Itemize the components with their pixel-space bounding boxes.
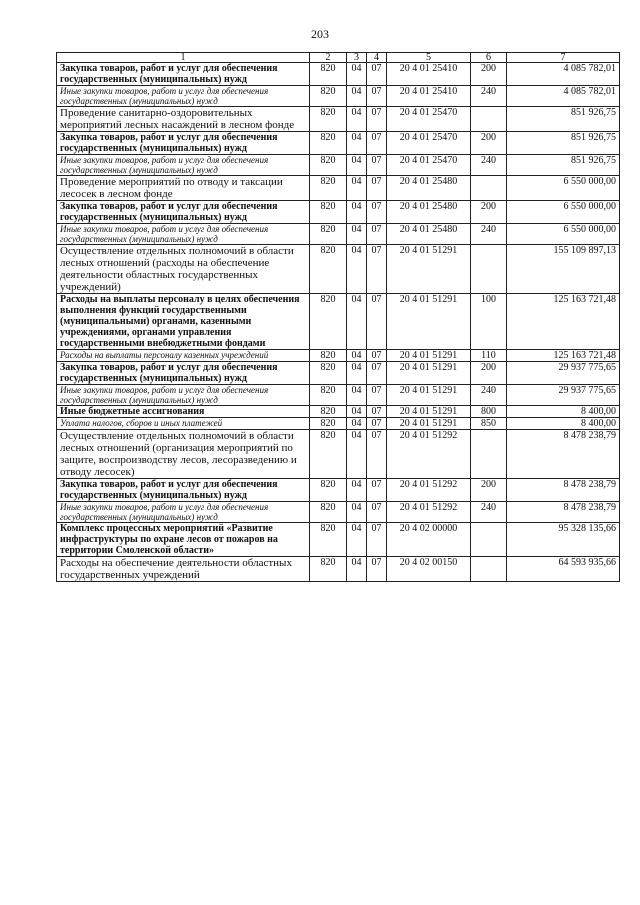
amount-cell: 8 400,00	[507, 418, 620, 430]
section-code-cell: 04	[347, 86, 367, 107]
row-description-cell: Проведение санитарно-оздоровительных мероприятий лесных насаждений в лесном фонде	[57, 107, 310, 132]
target-article-code-cell: 20 4 01 25470	[387, 155, 471, 176]
target-article-code-cell: 20 4 01 25470	[387, 132, 471, 155]
row-description-cell: Иные закупки товаров, работ и услуг для обеспечения государственных (муниципальных) нужд	[57, 86, 310, 107]
section-code-cell: 04	[347, 155, 367, 176]
subsection-code-cell: 07	[367, 107, 387, 132]
target-article-code-cell: 20 4 01 25410	[387, 63, 471, 86]
table-row	[57, 224, 620, 245]
section-code-cell: 04	[347, 418, 367, 430]
subsection-code-cell: 07	[367, 176, 387, 201]
expense-type-code-cell	[471, 557, 507, 582]
header-cell: 1	[57, 53, 310, 63]
table-row	[57, 86, 620, 107]
ministry-code-cell: 820	[310, 418, 347, 430]
expense-type-code-cell: 100	[471, 294, 507, 350]
target-article-code-cell: 20 4 01 51291	[387, 350, 471, 362]
table-row	[57, 63, 620, 86]
amount-cell: 8 478 238,79	[507, 430, 620, 479]
expense-type-code-cell: 240	[471, 224, 507, 245]
ministry-code-cell: 820	[310, 132, 347, 155]
section-code-cell: 04	[347, 523, 367, 557]
section-code-cell: 04	[347, 245, 367, 294]
ministry-code-cell: 820	[310, 430, 347, 479]
amount-cell: 95 328 135,66	[507, 523, 620, 557]
expense-type-code-cell	[471, 107, 507, 132]
subsection-code-cell: 07	[367, 294, 387, 350]
section-code-cell: 04	[347, 350, 367, 362]
expense-type-code-cell: 240	[471, 86, 507, 107]
target-article-code-cell: 20 4 01 25480	[387, 176, 471, 201]
subsection-code-cell: 07	[367, 245, 387, 294]
ministry-code-cell: 820	[310, 176, 347, 201]
ministry-code-cell: 820	[310, 201, 347, 224]
section-code-cell: 04	[347, 362, 367, 385]
row-description-cell: Иные закупки товаров, работ и услуг для обеспечения государственных (муниципальных) нужд	[57, 155, 310, 176]
subsection-code-cell: 07	[367, 132, 387, 155]
table-row	[57, 155, 620, 176]
header-cell: 2	[310, 53, 347, 63]
target-article-code-cell: 20 4 01 25480	[387, 224, 471, 245]
table-row	[57, 557, 620, 582]
ministry-code-cell: 820	[310, 523, 347, 557]
ministry-code-cell: 820	[310, 86, 347, 107]
target-article-code-cell: 20 4 01 51291	[387, 406, 471, 418]
row-description-cell: Закупка товаров, работ и услуг для обеспечения государственных (муниципальных) нужд	[57, 362, 310, 385]
row-description-cell: Осуществление отдельных полномочий в области лесных отношений (расходы на обеспечение деятельности областных государственных учреждений)	[57, 245, 310, 294]
section-code-cell: 04	[347, 479, 367, 502]
table-row	[57, 406, 620, 418]
target-article-code-cell: 20 4 01 51291	[387, 245, 471, 294]
ministry-code-cell: 820	[310, 107, 347, 132]
amount-cell: 4 085 782,01	[507, 86, 620, 107]
subsection-code-cell: 07	[367, 557, 387, 582]
amount-cell: 155 109 897,13	[507, 245, 620, 294]
row-description-cell: Закупка товаров, работ и услуг для обеспечения государственных (муниципальных) нужд	[57, 132, 310, 155]
section-code-cell: 04	[347, 557, 367, 582]
ministry-code-cell: 820	[310, 224, 347, 245]
target-article-code-cell: 20 4 01 51291	[387, 385, 471, 406]
ministry-code-cell: 820	[310, 350, 347, 362]
header-cell: 4	[367, 53, 387, 63]
subsection-code-cell: 07	[367, 63, 387, 86]
table-row	[57, 245, 620, 294]
row-description-cell: Уплата налогов, сборов и иных платежей	[57, 418, 310, 430]
amount-cell: 851 926,75	[507, 107, 620, 132]
expense-type-code-cell	[471, 523, 507, 557]
target-article-code-cell: 20 4 01 51291	[387, 294, 471, 350]
amount-cell: 851 926,75	[507, 132, 620, 155]
section-code-cell: 04	[347, 107, 367, 132]
amount-cell: 6 550 000,00	[507, 176, 620, 201]
header-cell: 7	[507, 53, 620, 63]
row-description-cell: Иные закупки товаров, работ и услуг для обеспечения государственных (муниципальных) нужд	[57, 502, 310, 523]
section-code-cell: 04	[347, 132, 367, 155]
table-row	[57, 502, 620, 523]
expense-type-code-cell	[471, 245, 507, 294]
expense-type-code-cell: 240	[471, 502, 507, 523]
section-code-cell: 04	[347, 224, 367, 245]
table-row	[57, 294, 620, 350]
target-article-code-cell: 20 4 01 51292	[387, 430, 471, 479]
subsection-code-cell: 07	[367, 430, 387, 479]
subsection-code-cell: 07	[367, 418, 387, 430]
amount-cell: 125 163 721,48	[507, 294, 620, 350]
subsection-code-cell: 07	[367, 155, 387, 176]
amount-cell: 6 550 000,00	[507, 201, 620, 224]
expense-type-code-cell: 200	[471, 362, 507, 385]
amount-cell: 125 163 721,48	[507, 350, 620, 362]
subsection-code-cell: 07	[367, 362, 387, 385]
expense-type-code-cell: 240	[471, 155, 507, 176]
table-row	[57, 523, 620, 557]
amount-cell: 8 478 238,79	[507, 502, 620, 523]
page-number: 203	[311, 27, 329, 41]
table-header-row	[57, 53, 620, 63]
target-article-code-cell: 20 4 01 51292	[387, 479, 471, 502]
subsection-code-cell: 07	[367, 350, 387, 362]
expense-type-code-cell	[471, 176, 507, 201]
header-cell: 6	[471, 53, 507, 63]
amount-cell: 64 593 935,66	[507, 557, 620, 582]
row-description-cell: Закупка товаров, работ и услуг для обеспечения государственных (муниципальных) нужд	[57, 479, 310, 502]
expense-type-code-cell: 200	[471, 63, 507, 86]
ministry-code-cell: 820	[310, 502, 347, 523]
ministry-code-cell: 820	[310, 385, 347, 406]
amount-cell: 6 550 000,00	[507, 224, 620, 245]
target-article-code-cell: 20 4 01 51291	[387, 362, 471, 385]
row-description-cell: Расходы на обеспечение деятельности областных государственных учреждений	[57, 557, 310, 582]
expense-type-code-cell: 110	[471, 350, 507, 362]
ministry-code-cell: 820	[310, 294, 347, 350]
amount-cell: 4 085 782,01	[507, 63, 620, 86]
table-row	[57, 362, 620, 385]
ministry-code-cell: 820	[310, 155, 347, 176]
section-code-cell: 04	[347, 176, 367, 201]
target-article-code-cell: 20 4 02 00150	[387, 557, 471, 582]
amount-cell: 851 926,75	[507, 155, 620, 176]
expense-type-code-cell	[471, 430, 507, 479]
expense-type-code-cell: 800	[471, 406, 507, 418]
row-description-cell: Осуществление отдельных полномочий в области лесных отношений (организация мероприятий по защите, воспроизводству лесов, лесоразведению и отводу лесосек)	[57, 430, 310, 479]
row-description-cell: Иные закупки товаров, работ и услуг для обеспечения государственных (муниципальных) нужд	[57, 224, 310, 245]
row-description-cell: Иные закупки товаров, работ и услуг для обеспечения государственных (муниципальных) нужд	[57, 385, 310, 406]
subsection-code-cell: 07	[367, 502, 387, 523]
ministry-code-cell: 820	[310, 63, 347, 86]
ministry-code-cell: 820	[310, 479, 347, 502]
table-row	[57, 385, 620, 406]
amount-cell: 29 937 775,65	[507, 362, 620, 385]
header-cell: 5	[387, 53, 471, 63]
expense-type-code-cell: 200	[471, 201, 507, 224]
expense-type-code-cell: 850	[471, 418, 507, 430]
subsection-code-cell: 07	[367, 86, 387, 107]
subsection-code-cell: 07	[367, 385, 387, 406]
table-row	[57, 350, 620, 362]
ministry-code-cell: 820	[310, 406, 347, 418]
ministry-code-cell: 820	[310, 557, 347, 582]
table-row	[57, 132, 620, 155]
table-row	[57, 107, 620, 132]
row-description-cell: Расходы на выплаты персоналу в целях обеспечения выполнения функций государственными (муниципальными) органами, казенными учреждениями, органами управления государственными внебюджетными фондами	[57, 294, 310, 350]
subsection-code-cell: 07	[367, 523, 387, 557]
table-row	[57, 430, 620, 479]
amount-cell: 29 937 775,65	[507, 385, 620, 406]
table-row	[57, 418, 620, 430]
budget-table	[56, 52, 620, 582]
row-description-cell: Проведение мероприятий по отводу и таксации лесосек в лесном фонде	[57, 176, 310, 201]
subsection-code-cell: 07	[367, 201, 387, 224]
ministry-code-cell: 820	[310, 362, 347, 385]
target-article-code-cell: 20 4 01 51292	[387, 502, 471, 523]
header-cell: 3	[347, 53, 367, 63]
row-description-cell: Расходы на выплаты персоналу казенных учреждений	[57, 350, 310, 362]
expense-type-code-cell: 200	[471, 479, 507, 502]
row-description-cell: Закупка товаров, работ и услуг для обеспечения государственных (муниципальных) нужд	[57, 63, 310, 86]
amount-cell: 8 400,00	[507, 406, 620, 418]
row-description-cell: Иные бюджетные ассигнования	[57, 406, 310, 418]
section-code-cell: 04	[347, 502, 367, 523]
target-article-code-cell: 20 4 01 51291	[387, 418, 471, 430]
table-row	[57, 176, 620, 201]
row-description-cell: Закупка товаров, работ и услуг для обеспечения государственных (муниципальных) нужд	[57, 201, 310, 224]
expense-type-code-cell: 200	[471, 132, 507, 155]
section-code-cell: 04	[347, 201, 367, 224]
ministry-code-cell: 820	[310, 245, 347, 294]
section-code-cell: 04	[347, 430, 367, 479]
amount-cell: 8 478 238,79	[507, 479, 620, 502]
section-code-cell: 04	[347, 294, 367, 350]
target-article-code-cell: 20 4 01 25410	[387, 86, 471, 107]
section-code-cell: 04	[347, 63, 367, 86]
target-article-code-cell: 20 4 02 00000	[387, 523, 471, 557]
subsection-code-cell: 07	[367, 406, 387, 418]
target-article-code-cell: 20 4 01 25480	[387, 201, 471, 224]
row-description-cell: Комплекс процессных мероприятий «Развитие инфраструктуры по охране лесов от пожаров на территории Смоленской области»	[57, 523, 310, 557]
subsection-code-cell: 07	[367, 479, 387, 502]
subsection-code-cell: 07	[367, 224, 387, 245]
section-code-cell: 04	[347, 385, 367, 406]
section-code-cell: 04	[347, 406, 367, 418]
target-article-code-cell: 20 4 01 25470	[387, 107, 471, 132]
table-row	[57, 479, 620, 502]
expense-type-code-cell: 240	[471, 385, 507, 406]
table-row	[57, 201, 620, 224]
